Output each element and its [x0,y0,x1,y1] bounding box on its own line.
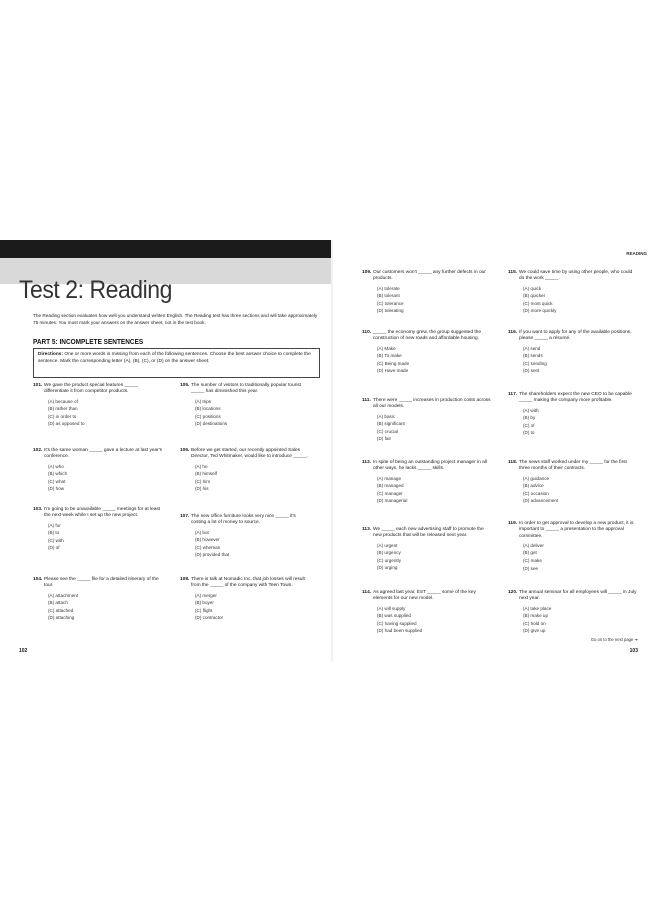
directions-box [33,348,320,378]
question-number: 111. [362,398,371,403]
question-number: 104. [33,577,43,582]
option[interactable]: (C) having supplied [377,620,417,626]
question-109 [362,270,492,315]
option[interactable]: (A) deliver [523,542,544,548]
option[interactable]: (A) manage [377,475,402,481]
question-stem: The number of visitors to traditionally popular tourist _____ has diminished this year. [191,383,302,395]
go-on-note: Go on to the next page ➔ [590,637,638,642]
option[interactable]: (A) with [523,407,539,413]
page-gutter [331,240,333,662]
option[interactable]: (C) whereas [195,544,221,550]
question-number: 106. [180,448,190,453]
option[interactable]: (A) basic [377,413,396,419]
question-number: 110. [362,330,372,335]
question-stem: Before we get started, our recently appointed Sales Director, Ted Whitmaker, would like to introduce _____. [191,448,308,460]
option[interactable]: (D) his [195,486,209,492]
option[interactable]: (C) sending [523,360,547,366]
question-117 [508,392,638,437]
option[interactable]: (D) provided that [195,552,230,558]
question-stem: If you want to apply for any of the available positions, please _____ a résumé. [519,330,632,342]
question-number: 113. [362,527,372,532]
question-102 [33,448,163,493]
header-black-bar [0,240,332,258]
option[interactable]: (B) sends [523,353,543,359]
question-stem: Please see the _____ file for a detailed itinerary of the tour. [44,577,159,589]
option[interactable]: (C) most quick [523,300,553,306]
option[interactable]: (B) locations [195,406,221,412]
part-heading: PART 5: INCOMPLETE SENTENCES [33,337,144,346]
option[interactable]: (C) in order to [48,413,77,419]
question-number: 119. [508,521,518,526]
option[interactable]: (B) to [48,530,60,536]
option[interactable]: (A) merger [195,592,217,598]
question-stem: There were _____ increases in production costs across all our models. [373,398,491,410]
question-number: 102. [33,448,43,453]
option[interactable]: (B) which [48,471,68,477]
option[interactable]: (B) significant [377,421,405,427]
option[interactable]: (D) more quickly [523,308,557,314]
question-104 [33,577,163,622]
option[interactable]: (D) sent [523,368,540,374]
question-103 [33,507,163,552]
option[interactable]: (D) as opposed to [48,421,85,427]
question-number: 103. [33,507,43,512]
intro-paragraph: The Reading section evaluates how well you understand written English. The Reading test has three sections and will take approximately 75 minutes. You must mark your answers on the answer sheet, not in the test book. [33,313,318,325]
option[interactable]: (A) tolerate [377,285,400,291]
option[interactable]: (B) was supplied [377,613,411,619]
option[interactable]: (B) however [195,537,220,543]
option[interactable]: (C) manager [377,490,403,496]
option[interactable]: (C) hold on [523,620,546,626]
question-number: 120. [508,590,518,595]
question-number: 118. [508,460,518,465]
question-113 [362,527,492,572]
question-number: 108. [180,577,190,582]
option[interactable]: (B) quicker [523,293,546,299]
question-stem: The annual seminar for all employees will _____ in July next year. [519,590,637,602]
question-112 [362,460,492,505]
option[interactable]: (A) for [48,522,61,528]
question-105 [180,383,310,428]
question-107 [180,514,310,559]
option[interactable]: (D) urging [377,565,398,571]
option[interactable]: (B) rather than [48,406,78,412]
option[interactable]: (A) Make [377,345,396,351]
option[interactable]: (D) to [523,430,535,436]
question-106 [180,448,310,493]
directions-label: Directions: [38,352,64,357]
option[interactable]: (C) what [48,478,66,484]
question-stem: In order to get approval to develop a new product, it is important to _____ a presentation to the approval committee. [519,521,634,539]
option[interactable]: (B) buyer [195,600,214,606]
question-110 [362,330,492,375]
question-number: 114. [362,590,372,595]
option[interactable]: (C) flight [195,607,213,613]
option[interactable]: (B) himself [195,471,217,477]
option[interactable]: (D) give up [523,628,546,634]
question-111 [362,398,492,443]
option[interactable]: (B) managed [377,483,404,489]
option[interactable]: (A) guidance [523,475,550,481]
question-stem: We _____ each new advertising staff to promote the new products that will be released next year. [373,527,484,539]
question-118 [508,460,638,505]
question-number: 107. [180,514,190,519]
option[interactable]: (A) send [523,345,541,351]
option[interactable]: (D) advancement [523,498,559,504]
option[interactable]: (D) destinations [195,421,228,427]
option[interactable]: (B) To make [377,353,402,359]
option[interactable]: (A) but [195,529,209,535]
option[interactable]: (B) by [523,415,536,421]
option[interactable]: (B) urgency [377,550,401,556]
option[interactable]: (C) him [195,478,211,484]
question-stem: Our customers won't _____ any further defects in our products. [373,270,486,282]
page-title: Test 2: Reading [19,276,172,304]
option[interactable]: (C) Being made [377,360,410,366]
option[interactable]: (C) tolerance [377,300,404,306]
question-stem: I'm going to be unavailable _____ meetings for at least the next week while I set up the new project. [44,507,161,519]
option[interactable]: (C) of [523,422,535,428]
option[interactable]: (D) of [48,545,60,551]
option[interactable]: (D) attaching [48,615,75,621]
option[interactable]: (C) positions [195,413,221,419]
question-number: 112. [362,460,372,465]
option[interactable]: (D) how [48,486,65,492]
option[interactable]: (A) will supply [377,605,406,611]
question-120 [508,590,638,635]
option[interactable]: (D) Have made [377,368,409,374]
question-stem: As agreed last year, EST _____ some of the key elements for our new model. [373,590,476,602]
option[interactable]: (A) who [48,463,64,469]
question-stem: We gave the product special features _____ differentiate it from competitor products. [44,383,138,395]
option[interactable]: (D) contractor [195,615,224,621]
question-119 [508,521,638,572]
option[interactable]: (B) get [523,550,537,556]
option[interactable]: (B) advice [523,483,544,489]
option[interactable]: (C) make [523,558,542,564]
option[interactable]: (D) fair [377,436,392,442]
option[interactable]: (C) with [48,537,64,543]
option[interactable]: (A) urgent [377,542,398,548]
question-108 [180,577,310,622]
question-stem: There is talk at Nomadic Inc. that job losses will result from the _____ of the company with Teen Town. [191,577,305,589]
question-stem: The new office furniture looks very nice _____ it's costing a lot of money to source. [191,514,296,526]
question-number: 117. [508,392,518,397]
option[interactable]: (A) trips [195,398,212,404]
question-number: 109. [362,270,372,275]
question-stem: The shareholders expect the new CEO to be capable _____ making the company more profitable. [519,392,632,404]
option[interactable]: (B) make up [523,613,549,619]
option[interactable]: (D) tolerating [377,308,404,314]
question-number: 101. [33,383,43,388]
option[interactable]: (A) he [195,463,208,469]
option[interactable]: (D) had been supplied [377,628,423,634]
question-stem: It's the same woman _____ gave a lecture at last year's conference. [44,448,163,460]
option[interactable]: (C) urgently [377,557,401,563]
question-stem: In spite of being an outstanding project manager in all other ways, he lacks _____ skills. [373,460,487,472]
page-number-right: 103 [629,648,638,654]
option[interactable]: (B) attach [48,600,68,606]
question-101 [33,383,163,428]
option[interactable]: (D) see [523,565,539,571]
option[interactable]: (A) because of [48,398,78,404]
question-114 [362,590,492,635]
question-stem: We could save time by using other people, who could do the work _____. [519,270,633,282]
question-116 [508,330,638,375]
option[interactable]: (C) occasion [523,490,549,496]
option[interactable]: (A) attachment [48,592,79,598]
running-head: READING [626,251,647,256]
question-number: 115. [508,270,518,275]
question-number: 116. [508,330,518,335]
option[interactable]: (C) crucial [377,428,398,434]
question-115 [508,270,638,315]
option[interactable]: (A) quick [523,285,542,291]
option[interactable]: (A) take place [523,605,552,611]
option[interactable]: (D) managerial [377,498,408,504]
directions-text: One or more words is missing from each of the following sentences. Choose the best answer choice to complete the sentence. Mark the corresponding letter (A), (B), (C), or (D) on the answer sheet. [38,352,311,364]
option[interactable]: (B) tolerant [377,293,400,299]
book-spread [0,240,660,662]
page-number-left: 102 [19,648,28,654]
question-stem: The news staff worked under my _____ for the first three months of their contracts. [519,460,627,472]
option[interactable]: (C) attached [48,607,74,613]
question-stem: _____ the economy grew, the group suggested the construction of new roads and affordable housing. [373,330,482,342]
question-number: 105. [180,383,190,388]
